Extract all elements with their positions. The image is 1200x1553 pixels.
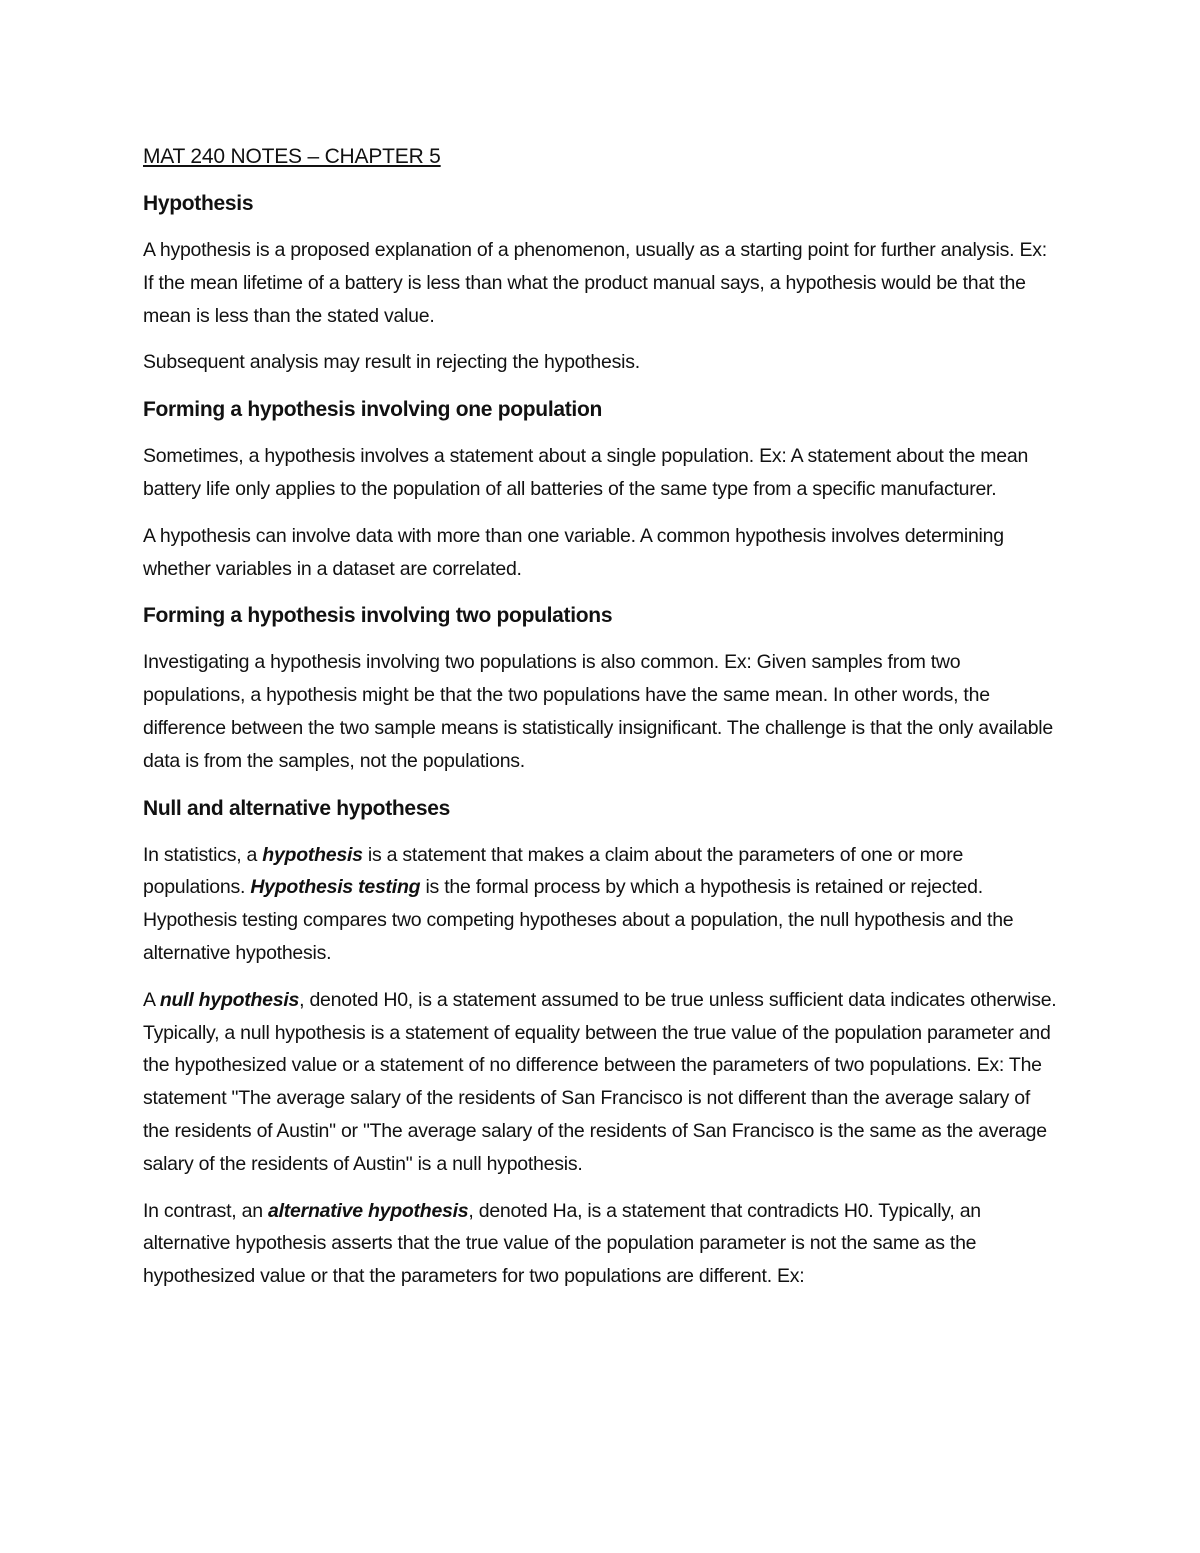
term-hypothesis: hypothesis	[262, 843, 363, 866]
section-heading-one-population: Forming a hypothesis involving one population	[143, 398, 603, 422]
text-run: In statistics, a	[143, 843, 263, 866]
text-run: A	[143, 988, 160, 1011]
text-run: is a statement that makes a claim about the parameters of one or more populations.	[143, 843, 964, 899]
term-null-hypothesis: null hypothesis	[159, 988, 300, 1011]
paragraph-multiple-variables: A hypothesis can involve data with more than one variable. A common hypothesis involves determining whether variables in a dataset are correlated.	[143, 524, 1004, 580]
paragraph-null-hypothesis	[143, 984, 1058, 1181]
paragraph-hypothesis-definition: A hypothesis is a proposed explanation of a phenomenon, usually as a starting point for further analysis. Ex: If the mean lifetime of a battery is less than what the product manual says, a hypothesis would be that the mean is less than the stated value.	[143, 239, 1047, 327]
text-run: is the formal process by which a hypothesis is retained or rejected. Hypothesis testing compares two competing hypotheses about a population, the null hypothesis and the alternative hypothesis.	[143, 876, 1014, 964]
paragraph-one-population: Sometimes, a hypothesis involves a statement about a single population. Ex: A statement about the mean battery life only applies to the population of all batteries of the same type from a specific manufacturer.	[143, 445, 1029, 500]
paragraph-two-populations: Investigating a hypothesis involving two populations is also common. Ex: Given samples from two populations, a hypothesis might be that the two populations have the same mean. In other words, the difference between the two sample means is statistically insignificant. The challenge is that the only available data is from the samples, not the populations.	[143, 651, 1053, 772]
term-hypothesis-testing: Hypothesis testing	[250, 876, 421, 899]
paragraph-hypothesis-testing	[143, 839, 1058, 970]
paragraph-alternative-hypothesis	[143, 1195, 1058, 1293]
section-heading-null-alternative: Null and alternative hypotheses	[143, 796, 450, 820]
term-alternative-hypothesis: alternative hypothesis	[268, 1199, 469, 1222]
text-run: , denoted Ha, is a statement that contradicts H0. Typically, an alternative hypothesis asserts that the true value of the population parameter is not the same as the hypothesized value or that the parameters for two populations are different. Ex:	[143, 1199, 981, 1288]
text-run: In contrast, an	[143, 1199, 268, 1222]
section-heading-hypothesis: Hypothesis	[143, 192, 254, 215]
section-heading-two-populations: Forming a hypothesis involving two populations	[143, 604, 613, 628]
text-run: , denoted H0, is a statement assumed to be true unless sufficient data indicates otherwise. Typically, a null hypothesis is a statement of equality between the true value of the population parameter and the hypothesized value or a statement of no difference between the parameters of two populations. Ex: The statement "The average salary of the residents of San Francisco is not different than the average salary of the residents of Austin" or "The average salary of the residents of San Francisco is the same as the average salary of the residents of Austin" is a null hypothesis.	[143, 988, 1057, 1175]
paragraph-hypothesis-rejection: Subsequent analysis may result in rejecting the hypothesis.	[143, 351, 640, 374]
document-title: MAT 240 NOTES – CHAPTER 5	[143, 145, 441, 168]
document-page	[143, 140, 1058, 1307]
